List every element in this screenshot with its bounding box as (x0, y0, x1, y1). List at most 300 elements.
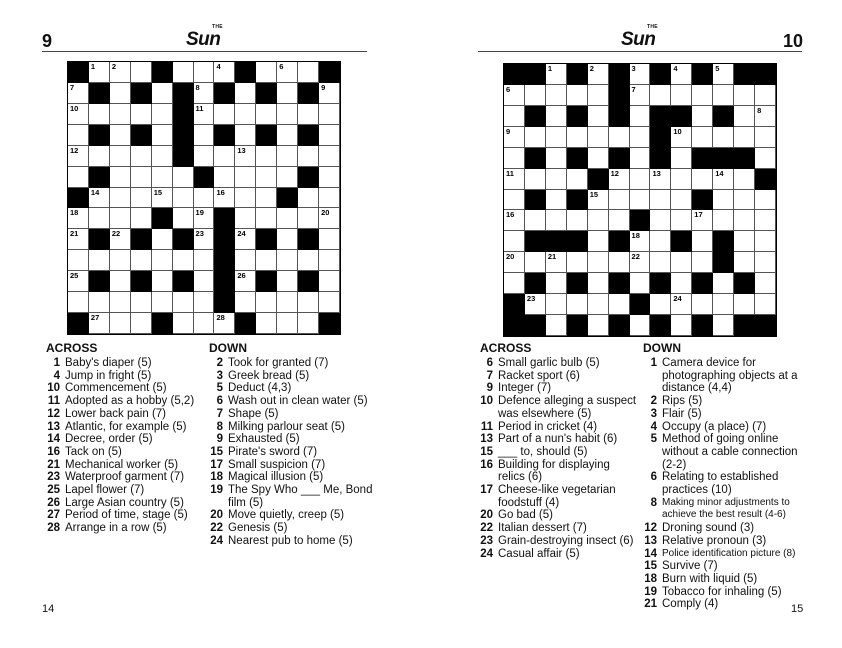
grid-cell[interactable] (734, 190, 755, 211)
grid-cell[interactable] (525, 210, 546, 231)
grid-cell[interactable] (525, 294, 546, 315)
grid-cell[interactable] (546, 210, 567, 231)
grid-cell[interactable] (68, 229, 89, 250)
grid-cell[interactable] (235, 83, 256, 104)
grid-cell[interactable] (567, 169, 588, 190)
grid-cell[interactable] (235, 188, 256, 209)
grid-cell[interactable] (755, 294, 776, 315)
grid-cell[interactable] (152, 229, 173, 250)
grid-cell[interactable] (650, 231, 671, 252)
logo-text: Sun (186, 29, 221, 50)
grid-cell[interactable] (504, 169, 525, 190)
grid-cell[interactable] (110, 167, 131, 188)
black-square (235, 313, 256, 334)
black-square (68, 62, 89, 83)
grid-cell[interactable] (131, 188, 152, 209)
grid-cell[interactable] (650, 210, 671, 231)
grid-cell[interactable] (173, 313, 194, 334)
grid-cell[interactable] (650, 190, 671, 211)
grid-cell[interactable] (630, 106, 651, 127)
grid-cell[interactable] (671, 315, 692, 336)
grid-cell[interactable] (588, 210, 609, 231)
grid-cell[interactable] (110, 83, 131, 104)
grid-cell[interactable] (89, 313, 110, 334)
grid-cell[interactable] (89, 146, 110, 167)
grid-cell[interactable] (609, 252, 630, 273)
grid-cell[interactable] (319, 146, 340, 167)
grid-cell[interactable] (68, 146, 89, 167)
clue-text: Relating to established practices (10) (662, 471, 779, 497)
grid-cell[interactable] (588, 252, 609, 273)
grid-cell[interactable] (110, 250, 131, 271)
grid-cell[interactable] (734, 294, 755, 315)
grid-cell[interactable] (214, 104, 235, 125)
grid-cell[interactable] (734, 231, 755, 252)
black-square (650, 273, 671, 294)
grid-cell[interactable] (630, 64, 651, 85)
grid-cell[interactable] (630, 315, 651, 336)
grid-cell[interactable] (713, 315, 734, 336)
grid-cell[interactable] (194, 83, 215, 104)
grid-cell[interactable] (650, 252, 671, 273)
grid-cell[interactable] (152, 250, 173, 271)
black-square (173, 125, 194, 146)
grid-cell[interactable] (214, 146, 235, 167)
black-square (89, 167, 110, 188)
grid-cell[interactable] (567, 85, 588, 106)
grid-cell[interactable] (609, 294, 630, 315)
grid-cell[interactable] (194, 146, 215, 167)
grid-cell[interactable] (235, 104, 256, 125)
grid-cell[interactable] (298, 292, 319, 313)
grid-cell[interactable] (504, 127, 525, 148)
grid-cell[interactable] (194, 250, 215, 271)
grid-cell[interactable] (546, 85, 567, 106)
grid-cell[interactable] (546, 252, 567, 273)
grid-cell[interactable] (755, 148, 776, 169)
grid-cell[interactable] (173, 250, 194, 271)
grid-cell[interactable] (567, 127, 588, 148)
grid-cell[interactable] (671, 252, 692, 273)
clue-num: 11 (47, 395, 60, 408)
grid-cell[interactable] (692, 127, 713, 148)
grid-cell[interactable] (194, 104, 215, 125)
grid-cell[interactable] (214, 188, 235, 209)
grid-cell[interactable] (89, 104, 110, 125)
clue-number: 18 (631, 231, 640, 241)
grid-cell[interactable] (319, 104, 340, 125)
grid-cell[interactable] (110, 208, 131, 229)
grid-cell[interactable] (298, 146, 319, 167)
grid-cell[interactable] (110, 125, 131, 146)
grid-cell[interactable] (235, 250, 256, 271)
grid-cell[interactable] (713, 127, 734, 148)
grid-cell[interactable] (277, 167, 298, 188)
grid-cell[interactable] (173, 208, 194, 229)
grid-cell[interactable] (214, 62, 235, 83)
grid-cell[interactable] (588, 127, 609, 148)
grid-cell[interactable] (713, 273, 734, 294)
grid-cell[interactable] (671, 273, 692, 294)
grid-cell[interactable] (546, 106, 567, 127)
grid-cell[interactable] (692, 294, 713, 315)
grid-cell[interactable] (277, 313, 298, 334)
grid-cell[interactable] (630, 169, 651, 190)
grid-cell[interactable] (713, 210, 734, 231)
grid-cell[interactable] (235, 208, 256, 229)
down-heading: DOWN (209, 341, 247, 355)
black-square (734, 315, 755, 336)
clue-text: Genesis (5) (228, 522, 288, 535)
grid-cell[interactable] (692, 252, 713, 273)
grid-cell[interactable] (671, 85, 692, 106)
grid-cell[interactable] (131, 313, 152, 334)
grid-cell[interactable] (671, 148, 692, 169)
grid-cell[interactable] (235, 146, 256, 167)
grid-cell[interactable] (504, 190, 525, 211)
grid-cell[interactable] (319, 125, 340, 146)
grid-cell[interactable] (504, 148, 525, 169)
grid-cell[interactable] (131, 104, 152, 125)
grid-cell[interactable] (298, 62, 319, 83)
grid-cell[interactable] (755, 273, 776, 294)
black-square (214, 250, 235, 271)
grid-cell[interactable] (567, 210, 588, 231)
grid-cell[interactable] (298, 313, 319, 334)
grid-cell[interactable] (525, 127, 546, 148)
grid-cell[interactable] (588, 190, 609, 211)
black-square (131, 125, 152, 146)
grid-cell[interactable] (546, 190, 567, 211)
grid-cell[interactable] (110, 62, 131, 83)
grid-cell[interactable] (609, 127, 630, 148)
grid-cell[interactable] (588, 231, 609, 252)
black-square (131, 83, 152, 104)
grid-cell[interactable] (319, 229, 340, 250)
grid-cell[interactable] (734, 127, 755, 148)
grid-cell[interactable] (319, 271, 340, 292)
grid-cell[interactable] (256, 208, 277, 229)
grid-cell[interactable] (68, 292, 89, 313)
clue-text: Defence alleging a suspect was elsewhere (5) (498, 395, 637, 420)
grid-cell[interactable] (194, 62, 215, 83)
grid-cell[interactable] (671, 210, 692, 231)
clue-text: Building for displaying relics (6) (498, 458, 610, 484)
grid-cell[interactable] (525, 85, 546, 106)
grid-cell[interactable] (525, 169, 546, 190)
grid-cell[interactable] (755, 127, 776, 148)
clue-item (203, 395, 373, 408)
grid-cell[interactable] (609, 169, 630, 190)
grid-cell[interactable] (755, 190, 776, 211)
grid-cell[interactable] (277, 208, 298, 229)
grid-cell[interactable] (671, 169, 692, 190)
grid-cell[interactable] (588, 148, 609, 169)
grid-cell[interactable] (110, 104, 131, 125)
black-square (650, 148, 671, 169)
black-square (504, 294, 525, 315)
grid-cell[interactable] (713, 190, 734, 211)
grid-cell[interactable] (671, 64, 692, 85)
grid-cell[interactable] (734, 210, 755, 231)
grid-cell[interactable] (504, 210, 525, 231)
grid-cell[interactable] (214, 313, 235, 334)
clue-item (203, 408, 373, 421)
grid-cell[interactable] (588, 315, 609, 336)
grid-cell[interactable] (152, 104, 173, 125)
grid-cell[interactable] (173, 62, 194, 83)
grid-cell[interactable] (734, 252, 755, 273)
clue-number: 8 (757, 105, 762, 115)
grid-cell[interactable] (546, 169, 567, 190)
grid-cell[interactable] (256, 313, 277, 334)
grid-cell[interactable] (277, 83, 298, 104)
crossword-grid[interactable] (503, 63, 777, 337)
grid-cell[interactable] (734, 169, 755, 190)
grid-cell[interactable] (110, 292, 131, 313)
grid-cell[interactable] (692, 210, 713, 231)
grid-cell[interactable] (298, 188, 319, 209)
black-square (546, 231, 567, 252)
across-heading: ACROSS (480, 341, 532, 355)
grid-cell[interactable] (256, 250, 277, 271)
clue-item (473, 421, 638, 434)
grid-cell[interactable] (630, 85, 651, 106)
grid-cell[interactable] (277, 271, 298, 292)
grid-cell[interactable] (588, 106, 609, 127)
grid-cell[interactable] (110, 313, 131, 334)
grid-cell[interactable] (235, 271, 256, 292)
grid-cell[interactable] (630, 127, 651, 148)
black-square (256, 271, 277, 292)
grid-cell[interactable] (319, 292, 340, 313)
grid-cell[interactable] (68, 250, 89, 271)
grid-cell[interactable] (256, 62, 277, 83)
grid-cell[interactable] (567, 294, 588, 315)
grid-cell[interactable] (110, 188, 131, 209)
grid-cell[interactable] (68, 167, 89, 188)
grid-cell[interactable] (692, 106, 713, 127)
clue-item (637, 433, 805, 471)
grid-cell[interactable] (504, 85, 525, 106)
grid-cell[interactable] (734, 106, 755, 127)
clue-text: Camera device for photographing objects at a distance (4,4) (662, 357, 798, 395)
grid-cell[interactable] (277, 292, 298, 313)
grid-cell[interactable] (692, 231, 713, 252)
grid-cell[interactable] (609, 190, 630, 211)
grid-cell[interactable] (588, 273, 609, 294)
grid-cell[interactable] (588, 64, 609, 85)
grid-cell[interactable] (630, 231, 651, 252)
grid-cell[interactable] (319, 188, 340, 209)
grid-cell[interactable] (755, 85, 776, 106)
grid-cell[interactable] (68, 208, 89, 229)
grid-cell[interactable] (692, 85, 713, 106)
grid-cell[interactable] (68, 271, 89, 292)
grid-cell[interactable] (546, 294, 567, 315)
grid-cell[interactable] (319, 167, 340, 188)
grid-cell[interactable] (89, 188, 110, 209)
clue-number: 2 (589, 64, 594, 73)
grid-cell[interactable] (319, 208, 340, 229)
clue-number: 6 (279, 62, 284, 71)
clue-num: 4 (650, 420, 657, 433)
grid-cell[interactable] (152, 167, 173, 188)
grid-cell[interactable] (671, 190, 692, 211)
grid-cell[interactable] (256, 104, 277, 125)
grid-cell[interactable] (110, 146, 131, 167)
grid-cell[interactable] (713, 85, 734, 106)
black-square (713, 148, 734, 169)
grid-cell[interactable] (131, 250, 152, 271)
clue-text: ___ to, should (5) (498, 445, 588, 458)
grid-cell[interactable] (152, 188, 173, 209)
grid-cell[interactable] (588, 294, 609, 315)
grid-cell[interactable] (89, 250, 110, 271)
clue-num: 5 (650, 433, 657, 446)
clue-number: 2 (111, 62, 117, 71)
clue-number: 28 (216, 313, 225, 323)
grid-cell[interactable] (110, 229, 131, 250)
clue-text: Atlantic, for example (5) (65, 420, 187, 433)
grid-cell[interactable] (546, 148, 567, 169)
grid-cell[interactable] (131, 292, 152, 313)
grid-cell[interactable] (567, 252, 588, 273)
grid-cell[interactable] (194, 229, 215, 250)
grid-cell[interactable] (194, 208, 215, 229)
grid-cell[interactable] (525, 252, 546, 273)
clue-text: Small garlic bulb (5) (498, 357, 600, 369)
grid-cell[interactable] (713, 64, 734, 85)
black-square (650, 127, 671, 148)
grid-cell[interactable] (194, 271, 215, 292)
grid-cell[interactable] (131, 146, 152, 167)
clue-number: 5 (237, 62, 242, 71)
grid-cell[interactable] (235, 167, 256, 188)
grid-cell[interactable] (89, 292, 110, 313)
grid-cell[interactable] (734, 85, 755, 106)
grid-cell[interactable] (214, 167, 235, 188)
grid-cell[interactable] (277, 62, 298, 83)
grid-cell[interactable] (504, 273, 525, 294)
grid-cell[interactable] (152, 146, 173, 167)
grid-cell[interactable] (504, 231, 525, 252)
grid-cell[interactable] (630, 148, 651, 169)
grid-cell[interactable] (630, 252, 651, 273)
clue-num: 26 (47, 496, 60, 509)
grid-cell[interactable] (68, 83, 89, 104)
black-square (713, 252, 734, 273)
grid-cell[interactable] (755, 252, 776, 273)
grid-cell[interactable] (277, 104, 298, 125)
grid-cell[interactable] (256, 146, 277, 167)
grid-cell[interactable] (755, 231, 776, 252)
grid-cell[interactable] (256, 167, 277, 188)
grid-cell[interactable] (277, 250, 298, 271)
grid-cell[interactable] (131, 208, 152, 229)
grid-cell[interactable] (546, 315, 567, 336)
grid-cell[interactable] (173, 188, 194, 209)
grid-cell[interactable] (546, 273, 567, 294)
grid-cell[interactable] (131, 167, 152, 188)
grid-cell[interactable] (650, 294, 671, 315)
grid-cell[interactable] (89, 208, 110, 229)
grid-cell[interactable] (277, 125, 298, 146)
grid-cell[interactable] (692, 169, 713, 190)
black-square (650, 106, 671, 127)
grid-cell[interactable] (755, 106, 776, 127)
grid-cell[interactable] (298, 104, 319, 125)
clue-item (40, 446, 200, 459)
black-square (692, 315, 713, 336)
grid-cell[interactable] (319, 83, 340, 104)
clue-item (203, 471, 373, 484)
grid-cell[interactable] (755, 210, 776, 231)
grid-cell[interactable] (152, 292, 173, 313)
grid-cell[interactable] (194, 292, 215, 313)
grid-cell[interactable] (671, 294, 692, 315)
black-square (89, 229, 110, 250)
clue-text: Droning sound (3) (662, 522, 755, 535)
grid-cell[interactable] (235, 125, 256, 146)
grid-cell[interactable] (194, 313, 215, 334)
grid-cell[interactable] (152, 125, 173, 146)
grid-cell[interactable] (671, 127, 692, 148)
grid-cell[interactable] (235, 292, 256, 313)
grid-cell[interactable] (110, 271, 131, 292)
sun-logo (186, 24, 234, 51)
grid-cell[interactable] (630, 273, 651, 294)
grid-cell[interactable] (173, 167, 194, 188)
grid-cell[interactable] (256, 292, 277, 313)
grid-cell[interactable] (713, 294, 734, 315)
grid-cell[interactable] (194, 188, 215, 209)
grid-cell[interactable] (256, 188, 277, 209)
grid-cell[interactable] (152, 83, 173, 104)
grid-cell[interactable] (298, 208, 319, 229)
grid-cell[interactable] (89, 62, 110, 83)
grid-cell[interactable] (298, 250, 319, 271)
grid-cell[interactable] (235, 229, 256, 250)
grid-cell[interactable] (194, 125, 215, 146)
black-square (734, 273, 755, 294)
grid-cell[interactable] (650, 85, 671, 106)
grid-cell[interactable] (713, 169, 734, 190)
grid-cell[interactable] (173, 292, 194, 313)
grid-cell[interactable] (68, 125, 89, 146)
grid-cell[interactable] (504, 252, 525, 273)
grid-cell[interactable] (588, 85, 609, 106)
black-square (692, 190, 713, 211)
clue-number: 23 (195, 229, 204, 239)
grid-cell[interactable] (319, 250, 340, 271)
grid-cell[interactable] (68, 104, 89, 125)
crossword-grid[interactable] (67, 61, 341, 335)
sun-logo (621, 24, 669, 51)
grid-cell[interactable] (131, 62, 152, 83)
grid-cell[interactable] (630, 190, 651, 211)
grid-cell[interactable] (152, 271, 173, 292)
grid-cell[interactable] (546, 64, 567, 85)
black-square (525, 231, 546, 252)
grid-cell[interactable] (546, 127, 567, 148)
grid-cell[interactable] (650, 169, 671, 190)
grid-cell[interactable] (504, 106, 525, 127)
grid-cell[interactable] (277, 146, 298, 167)
grid-cell[interactable] (609, 210, 630, 231)
grid-cell[interactable] (277, 229, 298, 250)
clue-item (637, 522, 805, 535)
